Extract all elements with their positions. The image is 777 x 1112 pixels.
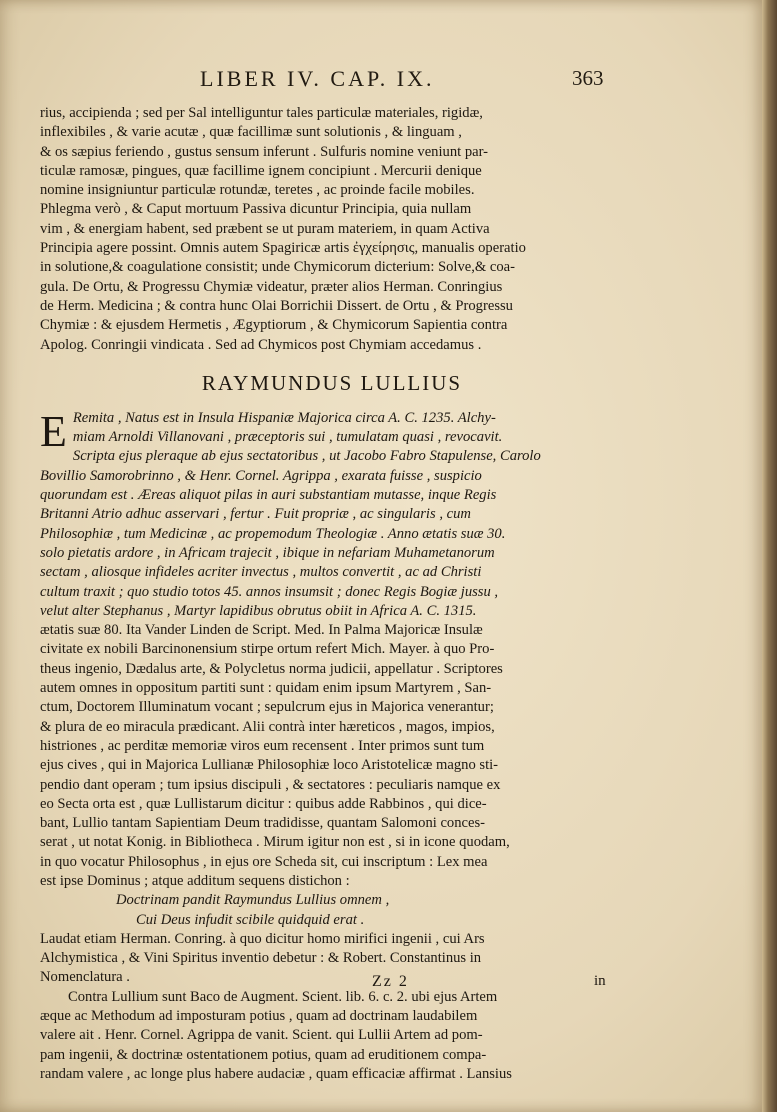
- text-line: in solutione,& coagulatione consistit; unde Chymicorum dicterium: Solve,& coa-: [40, 259, 516, 276]
- text-line: civitate ex nobili Barcinonensium stirpe ortum refert Mich. Mayer. à quo Pro-: [40, 641, 495, 658]
- text-line: Apolog. Conringii vindicata . Sed ad Chymicos post Chymiam accedamus .: [40, 336, 482, 353]
- text-line: Nomenclatura .: [40, 969, 130, 986]
- text-line: Scripta ejus pleraque ab ejus sectatoribus , ut Jacobo Fabro Stapulense, Carolo: [72, 448, 541, 465]
- page-number: 363: [572, 66, 604, 90]
- text-line: velut alter Stephanus , Martyr lapidibus obrutus obiit in Africa A. C. 1315.: [40, 602, 477, 619]
- text-line: valere ait . Henr. Cornel. Agrippa de vanit. Scient. qui Lullii Artem ad pom-: [40, 1027, 483, 1044]
- running-head: LIBER IV. CAP. IX.: [200, 66, 435, 91]
- contra-paragraph: [40, 988, 624, 1084]
- chymia-paragraph: [40, 104, 624, 355]
- text-line: ticulæ ramosæ, pingues, quæ facillime ignem concipiunt . Mercurii denique: [40, 162, 482, 179]
- text-line: pendio dant operam ; tum ipsius discipuli , & sectatores : peculiaris namque ex: [40, 776, 501, 793]
- text-line: Britanni Atrio adhuc asservari , fertur . Fuit propriæ , ac singularis , cum: [40, 506, 471, 523]
- page-body: [40, 104, 624, 1084]
- text-line: in quo vocatur Philosophus , in ejus ore Scheda sit, cui inscriptum : Lex mea: [40, 853, 488, 870]
- text-line: solo pietatis ardore , in Africam trajecit , ibique in nefariam Muhametanorum: [40, 544, 495, 561]
- text-line: sectam , aliosque infideles acriter invectus , multos convertit , ac ad Christi: [40, 564, 482, 581]
- page-header: [0, 66, 762, 96]
- verse-line: Cui Deus infudit scibile quidquid erat .: [136, 911, 365, 928]
- text-line: est ipse Dominus ; atque additum sequens distichon :: [40, 872, 350, 889]
- text-line: vim , & energiam habent, sed præbent se ut puram materiem, in quam Activa: [40, 220, 490, 237]
- text-line: ætatis suæ 80. Ita Vander Linden de Script. Med. In Palma Majoricæ Insulæ: [40, 622, 483, 639]
- text-line: Contra Lullium sunt Baco de Augment. Scient. lib. 6. c. 2. ubi ejus Artem: [68, 988, 498, 1005]
- text-line: Laudat etiam Herman. Conring. à quo dicitur homo mirifici ingenii , cui Ars: [40, 930, 485, 947]
- text-line: randam valere , ac longe plus habere audaciæ , quam efficaciæ affirmat . Lansius: [40, 1065, 512, 1082]
- text-line: quorundam est . Æreas aliquot pilas in auri substantiam mutasse, inque Regis: [40, 487, 497, 504]
- catchword: in: [594, 973, 606, 989]
- text-line: miam Arnoldi Villanovani , præceptoris sui , tumulatam quasi , revocavit.: [72, 429, 503, 446]
- text-line: cultum traxit ; quo studio totos 45. annos insumsit ; donec Regis Bogiæ jussu ,: [40, 583, 499, 600]
- text-line: & plura de eo miracula prædicant. Alii contrà inter hæreticos , magos, impios,: [40, 718, 495, 735]
- text-line: rius, accipienda ; sed per Sal intelliguntur tales particulæ materiales, rigidæ,: [40, 105, 483, 121]
- text-line: Philosophiæ , tum Medicinæ , ac propemodum Theologiæ . Anno ætatis suæ 30.: [40, 525, 506, 542]
- text-line: Phlegma verò , & Caput mortuum Passiva dicuntur Principia, quia nullam: [40, 201, 472, 218]
- text-line: ctum, Doctorem Illuminatum vocant ; sepulcrum ejus in Majorica venerantur;: [40, 699, 494, 716]
- text-line: pam ingenii, & doctrinæ ostentationem potius, quam ad eruditionem compa-: [40, 1046, 487, 1063]
- drop-cap: E: [40, 406, 67, 456]
- verse-line: Doctrinam pandit Raymundus Lullius omnem ,: [116, 892, 390, 909]
- text-line: autem omnes in oppositum partiti sunt : quidam enim ipsum Martyrem , San-: [40, 680, 492, 697]
- laudat-paragraph: [40, 930, 624, 988]
- text-line: eo Secta orta est , quæ Lullistarum dicitur : quibus adde Rabbinos , qui dice-: [40, 795, 487, 812]
- text-line: & os sæpius feriendo , gustus sensum inferunt . Sulfuris nomine veniunt par-: [40, 143, 489, 160]
- section-title: RAYMUNDUS LULLIUS: [201, 370, 463, 395]
- page-edge: [762, 0, 777, 1112]
- text-line: de Herm. Medicina ; & contra hunc Olai Borrichii Dissert. de Ortu , & Progressu: [40, 297, 513, 314]
- text-line: theus ingenio, Dædalus arte, & Polycletus norma judicii, appellatur . Scriptores: [40, 660, 503, 677]
- lullius-paragraph: [40, 406, 624, 891]
- text-line: Principia agere possint. Omnis autem Spagiricæ artis ἐγχείρησις, manualis operatio: [40, 240, 526, 257]
- text-line: ejus cives , qui in Majorica Lullianæ Philosophiæ loco Aristotelicæ magno sti-: [40, 757, 499, 774]
- text-line: Remita , Natus est in Insula Hispaniæ Majorica circa A. C. 1235. Alchy-: [72, 409, 496, 426]
- text-line: Bovillio Samorobrinno , & Henr. Cornel. Agrippa , exarata fuisse , suspicio: [40, 467, 482, 484]
- text-line: æque ac Methodum ad imposturam potius , quam ad doctrinam laudabilem: [40, 1008, 478, 1025]
- signature-mark: Zz 2: [372, 973, 409, 990]
- text-line: histriones , ac perditæ memoriæ viros eum recensent . Inter primos sunt tum: [40, 737, 485, 754]
- text-line: serat , ut notat Konig. in Bibliotheca . Mirum igitur non est , si in icone quodam,: [40, 834, 510, 851]
- text-line: Chymiæ : & ejusdem Hermetis , Ægyptiorum , & Chymicorum Sapientia contra: [40, 317, 508, 334]
- text-line: gula. De Ortu, & Progressu Chymiæ videatur, præter alios Herman. Conringius: [40, 278, 503, 295]
- distichon: [40, 891, 624, 930]
- text-line: nomine insigniuntur particulæ rotundæ, teretes , ac proinde facile mobiles.: [40, 182, 475, 199]
- text-line: bant, Lullio tantam Sapientiam Deum tradidisse, quantam Salomoni conces-: [40, 815, 486, 832]
- text-line: Alchymistica , & Vini Spiritus inventio debetur : & Robert. Constantinus in: [40, 950, 482, 967]
- text-line: inflexibiles , & varie acutæ , quæ facillimæ sunt solutionis , & linguam ,: [40, 124, 462, 141]
